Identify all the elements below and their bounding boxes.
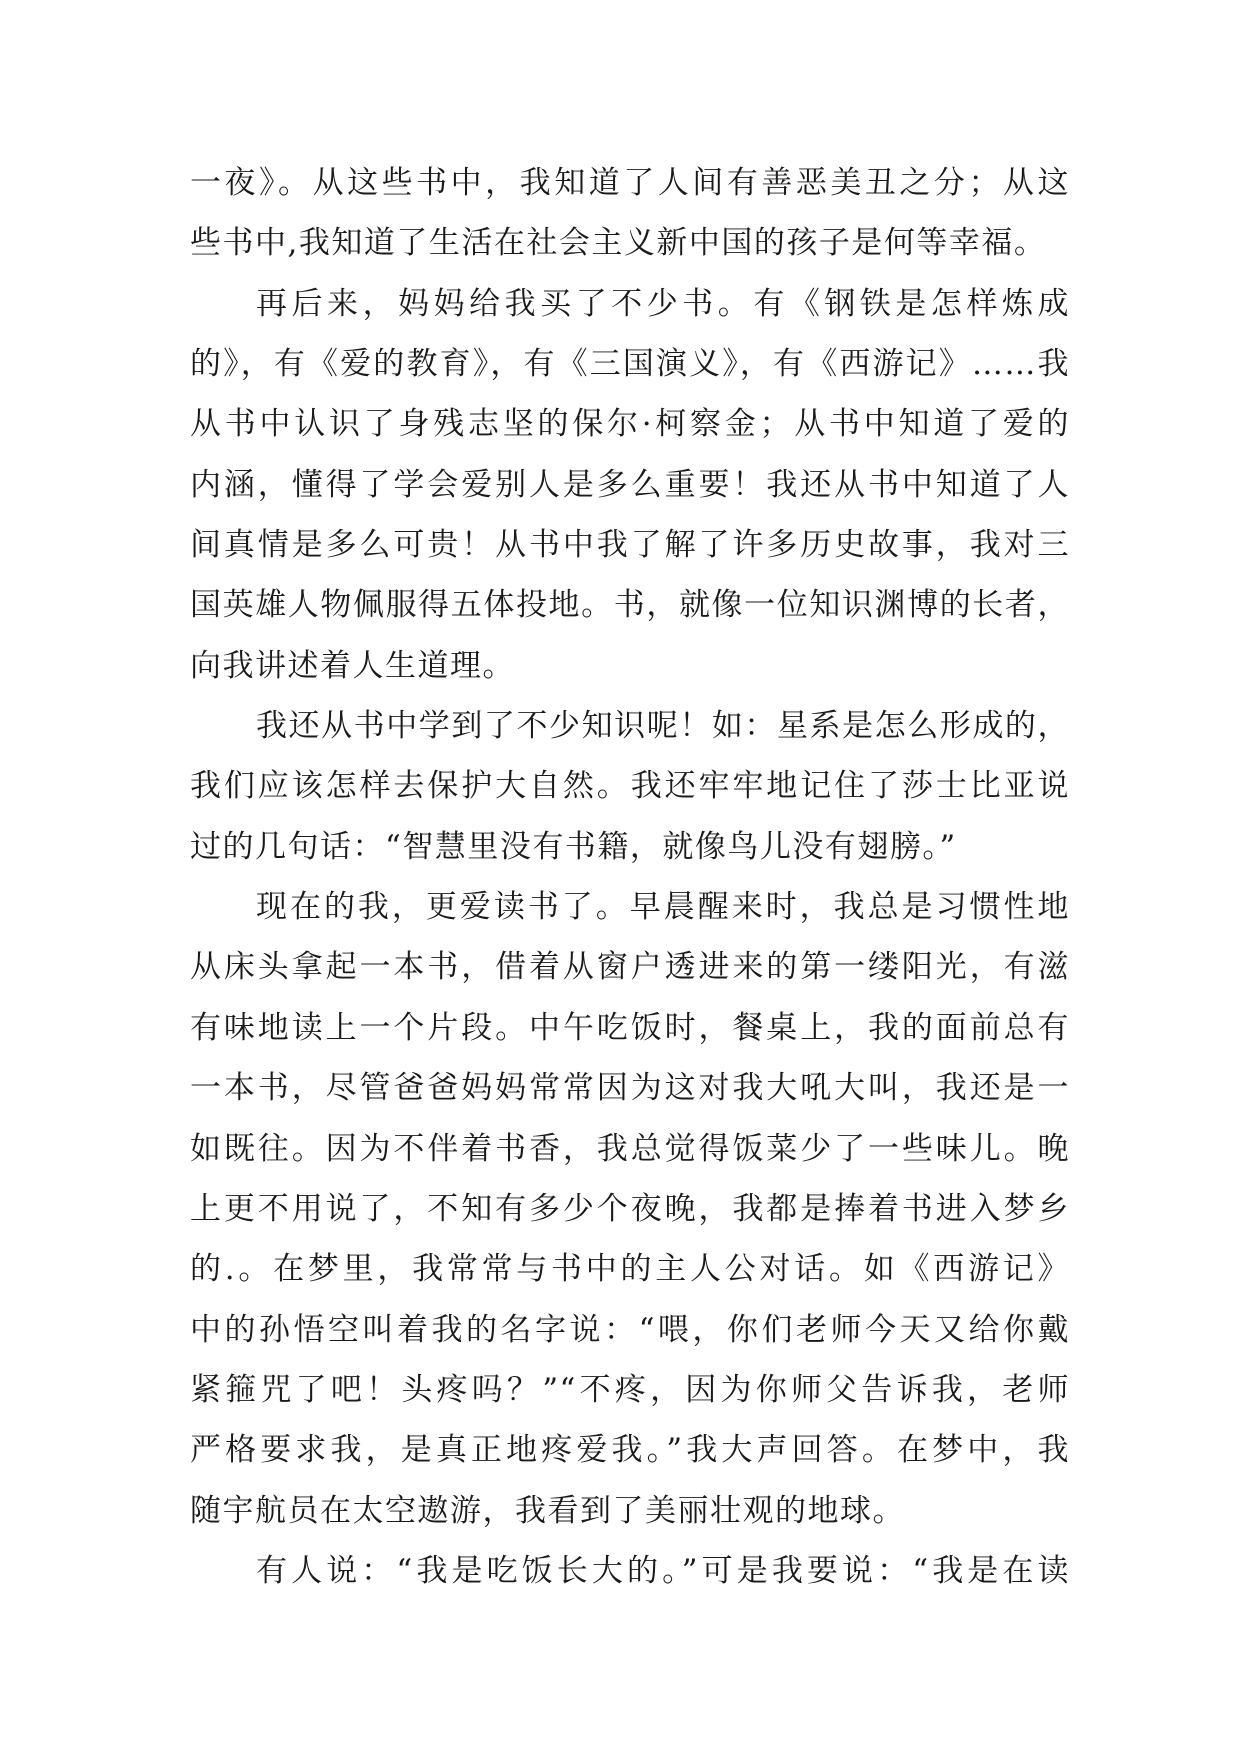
text-line: 国英雄人物佩服得五体投地。书，就像一位知识渊博的长者，	[190, 587, 1070, 624]
text-line: 如既往。因为不伴着书香，我总觉得饭菜少了一些味儿。晚	[190, 1130, 1070, 1167]
text-line: 过的几句话：“智慧里没有书籍，就像鸟儿没有翅膀。”	[190, 828, 957, 865]
text-line: 的》，有《爱的教育》，有《三国演义》，有《西游记》……我	[190, 346, 1070, 383]
text-line: 我们应该怎样去保护大自然。我还牢牢地记住了莎士比亚说	[190, 768, 1070, 805]
text-line: 一夜》。从这些书中，我知道了人间有善恶美丑之分；从这	[190, 165, 1070, 201]
text-line: 紧箍咒了吧！头疼吗？”“不疼，因为你师父告诉我，老师	[190, 1371, 1070, 1408]
text-line: 严格要求我，是真正地疼爱我。”我大声回答。在梦中，我	[190, 1432, 1070, 1469]
text-line: 上更不用说了，不知有多少个夜晚，我都是捧着书进入梦乡	[190, 1190, 1070, 1227]
text-line: 从书中认识了身残志坚的保尔·柯察金；从书中知道了爱的	[190, 406, 1070, 443]
text-line: 一本书，尽管爸爸妈妈常常因为这对我大吼大叫，我还是一	[190, 1070, 1070, 1107]
essay-body	[190, 153, 1070, 1601]
paragraph-start-line: 我还从书中学到了不少知识呢！如：星系是怎么形成的，	[256, 708, 1070, 745]
paragraph-start-line: 再后来，妈妈给我买了不少书。有《钢铁是怎样炼成	[256, 285, 1070, 322]
text-line: 些书中,我知道了生活在社会主义新中国的孩子是何等幸福。	[190, 225, 1047, 262]
text-line: 内涵，懂得了学会爱别人是多么重要！我还从书中知道了人	[190, 466, 1070, 503]
text-line: 的.。在梦里，我常常与书中的主人公对话。如《西游记》	[190, 1251, 1070, 1288]
text-line: 间真情是多么可贵！从书中我了解了许多历史故事，我对三	[190, 527, 1070, 564]
paragraph-start-line: 现在的我，更爱读书了。早晨醒来时，我总是习惯性地	[256, 889, 1070, 926]
text-line: 随宇航员在太空遨游，我看到了美丽壮观的地球。	[190, 1492, 905, 1529]
paragraph-start-line: 有人说：“我是吃饭长大的。”可是我要说：“我是在读	[256, 1552, 1070, 1589]
text-line: 有味地读上一个片段。中午吃饭时，餐桌上，我的面前总有	[190, 1009, 1070, 1046]
text-line: 向我讲述着人生道理。	[190, 647, 515, 684]
text-line: 中的孙悟空叫着我的名字说：“喂，你们老师今天又给你戴	[190, 1311, 1070, 1348]
text-line: 从床头拿起一本书，借着从窗户透进来的第一缕阳光，有滋	[190, 949, 1070, 986]
